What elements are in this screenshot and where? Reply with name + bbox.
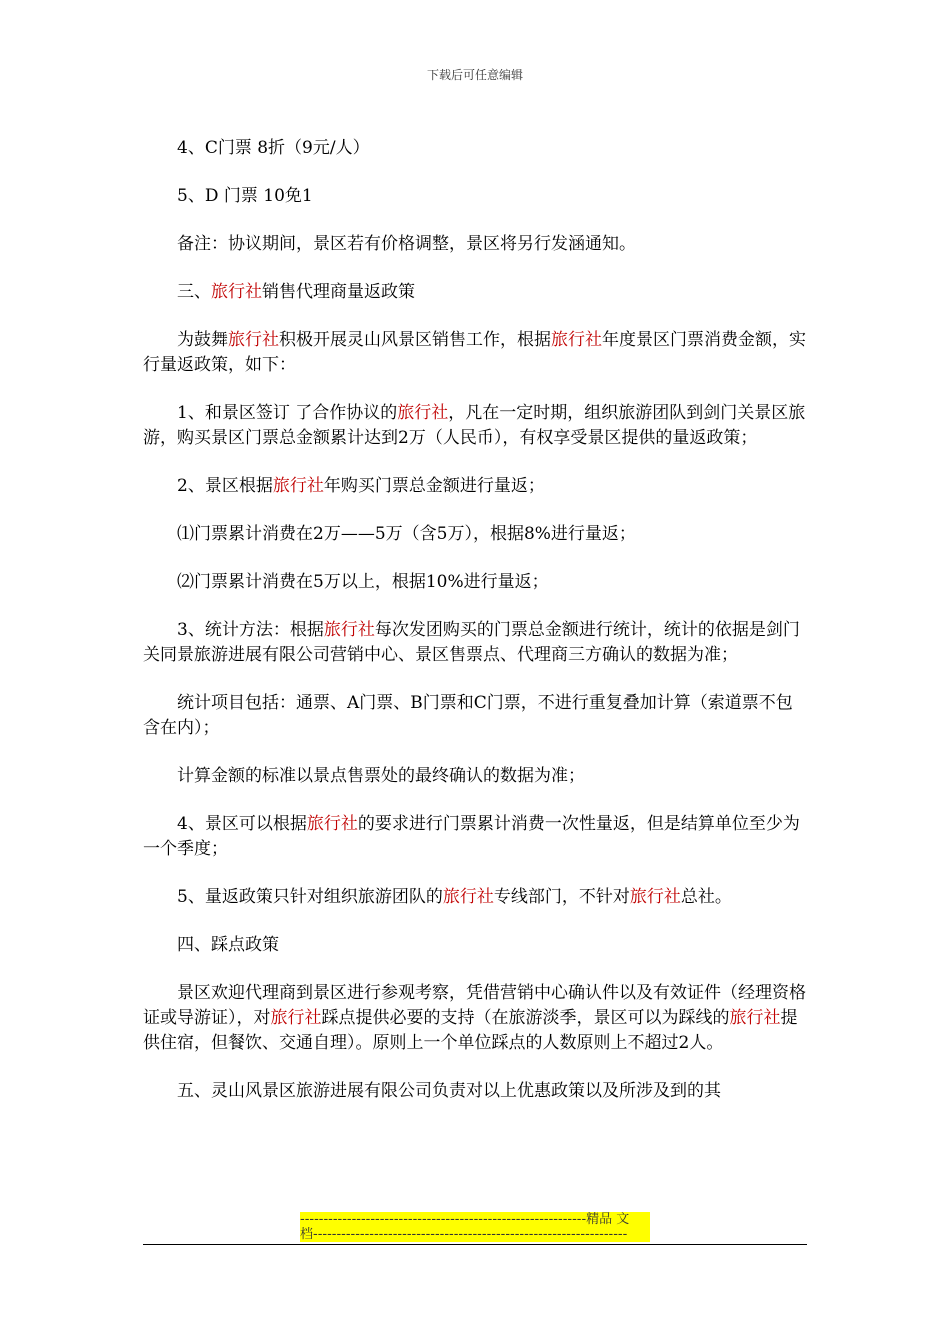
paragraph-text: 专线部门，不针对 xyxy=(493,887,630,907)
highlighted-term: 旅行社 xyxy=(270,1008,322,1028)
highlighted-term: 旅行社 xyxy=(397,403,449,423)
highlighted-term: 旅行社 xyxy=(323,620,375,640)
paragraph-text: 景区欢迎代理商到景区进行参观考察，凭借营销中心确认件以及有效证件（经理资格证或导游证），对 xyxy=(143,983,806,1028)
paragraph xyxy=(143,570,807,595)
paragraph-text: 年度景区门票消费金额，实行量返政策，如下： xyxy=(143,330,806,375)
paragraph-text: 为鼓舞 xyxy=(177,330,228,350)
highlighted-term: 旅行社 xyxy=(306,814,358,834)
footer-banner xyxy=(300,1212,650,1242)
highlighted-term: 旅行社 xyxy=(551,330,602,350)
paragraph-text: 五、灵山风景区旅游进展有限公司负责对以上优惠政策以及所涉及到的其 xyxy=(177,1081,721,1101)
paragraph-text: 三、 xyxy=(177,282,211,302)
paragraph-text: 四、踩点政策 xyxy=(177,935,279,955)
paragraph xyxy=(143,136,807,161)
paragraph-text: 的要求进行门票累计消费一次性量返，但是结算单位至少为一个季度； xyxy=(143,814,800,859)
paragraph-text: ，凡在一定时期，组织旅游团队到剑门关景区旅游，购买景区门票总金额累计达到2万（人民币），有权享受景区提供的量返政策； xyxy=(143,403,806,448)
paragraph-text: ⑵门票累计消费在5万以上，根据10%进行量返； xyxy=(177,572,549,592)
paragraph xyxy=(143,764,807,789)
highlighted-term: 旅行社 xyxy=(272,476,324,496)
paragraph-text: ⑴门票累计消费在2万——5万（含5万），根据8%进行量返； xyxy=(177,524,636,544)
paragraph-text: 总社。 xyxy=(680,887,732,907)
footer-divider xyxy=(143,1244,807,1245)
paragraph xyxy=(143,184,807,209)
paragraph xyxy=(143,280,807,305)
paragraph-text: 1、和景区签订 了合作协议的 xyxy=(177,403,398,423)
paragraph-text: 4、C门票 8折（9元/人） xyxy=(177,138,370,158)
paragraph xyxy=(143,522,807,547)
paragraph-text: 备注：协议期间，景区若有价格调整，景区将另行发涵通知。 xyxy=(177,234,636,254)
highlighted-term: 旅行社 xyxy=(629,887,681,907)
paragraph xyxy=(143,474,807,499)
page-header: 下载后可任意编辑 xyxy=(426,68,523,82)
highlighted-term: 旅行社 xyxy=(211,282,262,302)
footer-line-1: -------------------------------------------------------------精品 文 xyxy=(300,1212,630,1227)
paragraph-text: 2、景区根据 xyxy=(177,476,273,496)
paragraph xyxy=(143,1079,807,1104)
paragraph-text: 3、统计方法：根据 xyxy=(177,620,324,640)
document-body xyxy=(143,136,807,1127)
paragraph xyxy=(143,232,807,257)
paragraph xyxy=(143,981,807,1056)
paragraph-text: 计算金额的标准以景点售票处的最终确认的数据为准； xyxy=(177,766,585,786)
paragraph-text: 每次发团购买的门票总金额进行统计，统计的依据是剑门关同景旅游进展有限公司营销中心、景区售票点、代理商三方确认的数据为准； xyxy=(143,620,800,665)
highlighted-term: 旅行社 xyxy=(228,330,279,350)
paragraph xyxy=(143,328,807,378)
paragraph xyxy=(143,401,807,451)
paragraph-text: 5、量返政策只针对组织旅游团队的 xyxy=(177,887,443,907)
footer-line-2: 档------------------------------------------------------------------- xyxy=(300,1227,628,1242)
paragraph-text: 4、景区可以根据 xyxy=(177,814,307,834)
paragraph xyxy=(143,885,807,910)
paragraph-text: 5、D 门票 10免1 xyxy=(177,186,313,206)
highlighted-term: 旅行社 xyxy=(729,1008,781,1028)
highlighted-term: 旅行社 xyxy=(442,887,494,907)
paragraph-text: 提供住宿，但餐饮、交通自理）。原则上一个单位踩点的人数原则上不超过2人。 xyxy=(143,1008,798,1053)
paragraph xyxy=(143,691,807,741)
paragraph-text: 积极开展灵山风景区销售工作，根据 xyxy=(279,330,551,350)
paragraph-text: 销售代理商量返政策 xyxy=(262,282,415,302)
paragraph xyxy=(143,933,807,958)
paragraph xyxy=(143,618,807,668)
paragraph-text: 统计项目包括：通票、A门票、B门票和C门票，不进行重复叠加计算（索道票不包含在内）； xyxy=(143,693,793,738)
paragraph xyxy=(143,812,807,862)
paragraph-text: 踩点提供必要的支持（在旅游淡季，景区可以为踩线的 xyxy=(321,1008,730,1028)
paragraph-text: 年购买门票总金额进行量返； xyxy=(323,476,545,496)
